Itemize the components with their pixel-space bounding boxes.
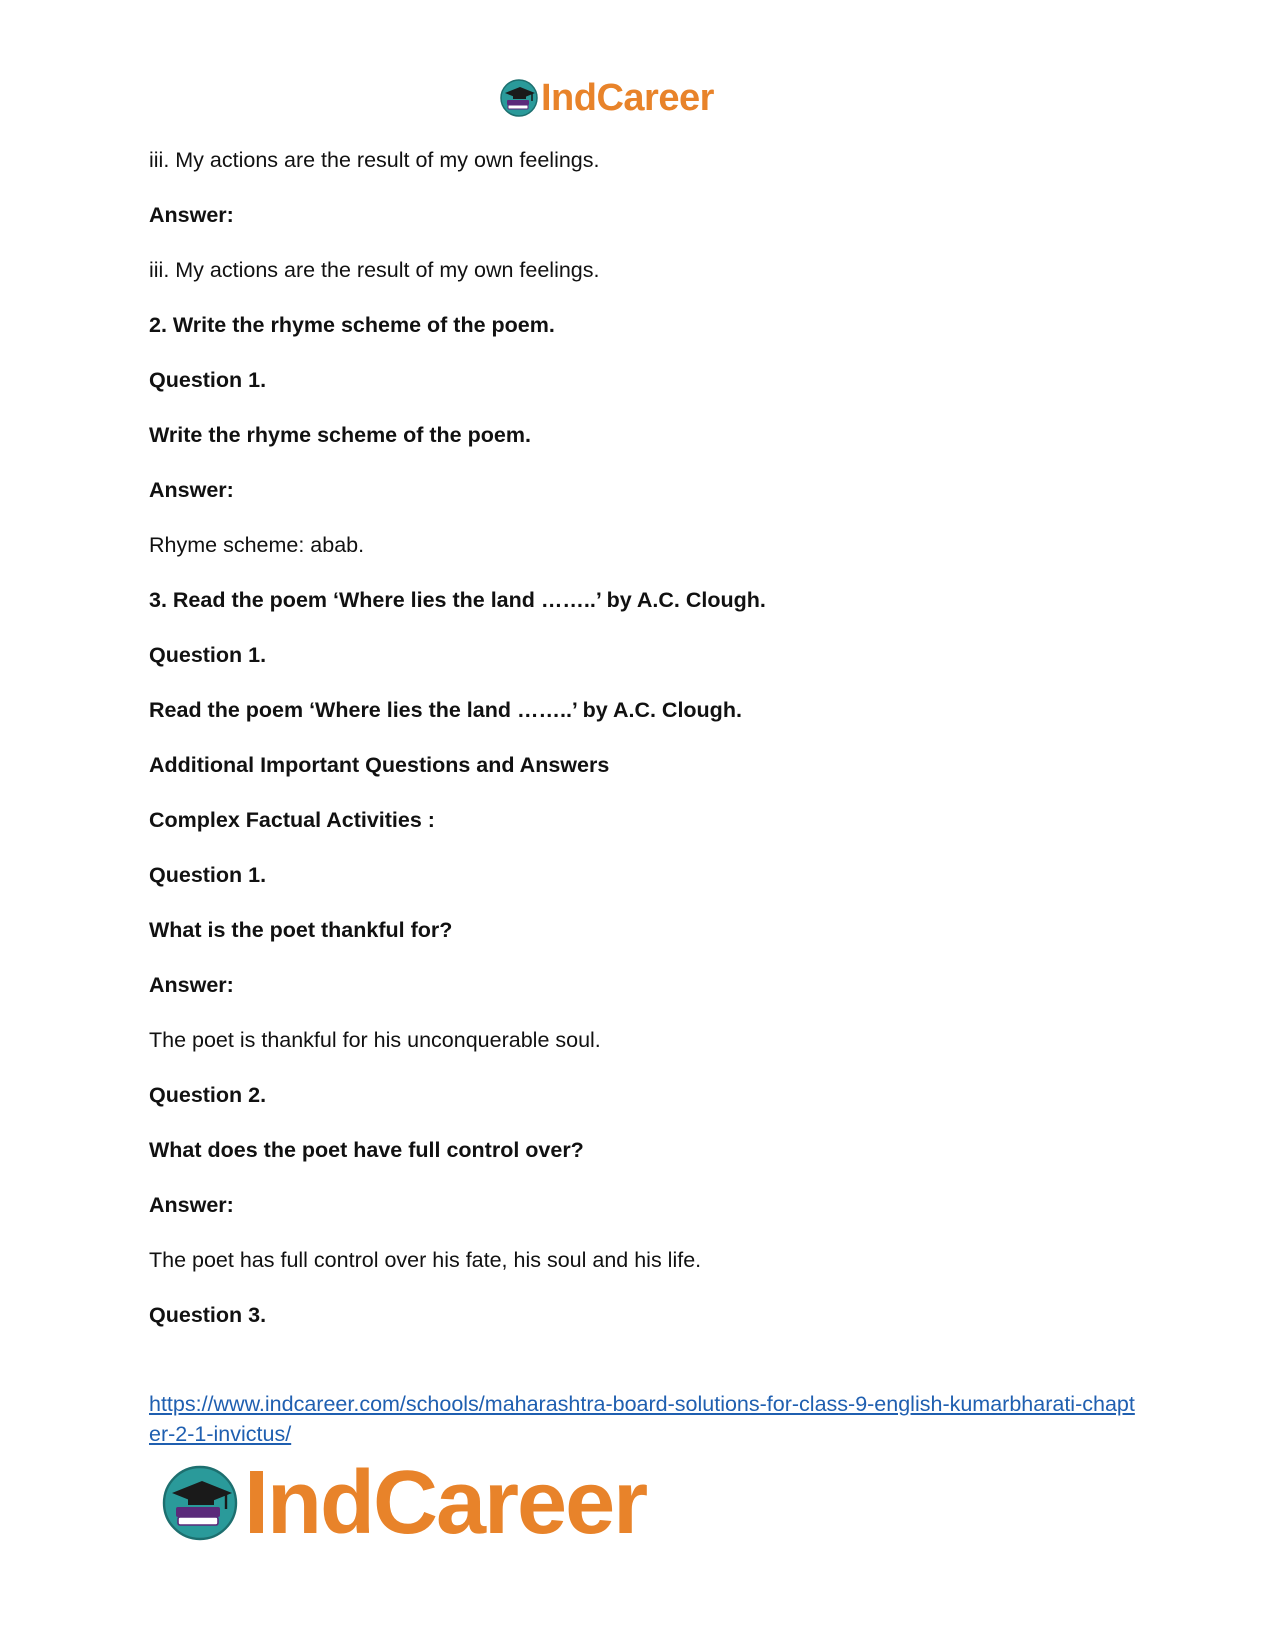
bold-text-line: Answer: [149, 1193, 234, 1217]
bold-text-line: 2. Write the rhyme scheme of the poem. [149, 313, 555, 337]
source-link[interactable]: https://www.indcareer.com/schools/maharashtra-board-solutions-for-class-9-english-kumarbharati-chapter-2-1-invictus/ [149, 1392, 1135, 1446]
bold-text-line: Answer: [149, 203, 234, 227]
text-line: iii. My actions are the result of my own feelings. [149, 258, 600, 282]
bold-text-line: Question 1. [149, 368, 267, 392]
text-line: The poet has full control over his fate, his soul and his life. [149, 1248, 702, 1272]
bold-text-line: Question 1. [149, 863, 267, 887]
bold-text-line: Question 1. [149, 643, 267, 667]
bold-text-line: Question 3. [149, 1303, 267, 1327]
bold-text-line: Write the rhyme scheme of the poem. [149, 423, 531, 447]
header-logo [499, 78, 714, 118]
bold-text-line: Answer: [149, 973, 234, 997]
bold-text-line: Additional Important Questions and Answers [149, 753, 610, 777]
graduation-cap-books-icon [160, 1463, 240, 1543]
graduation-cap-books-icon [499, 78, 539, 118]
text-line: iii. My actions are the result of my own feelings. [149, 148, 600, 172]
bold-text-line: 3. Read the poem ‘Where lies the land ……..’ by A.C. Clough. [149, 588, 766, 612]
footer-logo-text: IndCareer [244, 1453, 647, 1553]
footer-logo [160, 1453, 647, 1553]
document-body [149, 147, 1129, 1357]
bold-text-line: Question 2. [149, 1083, 267, 1107]
text-line: The poet is thankful for his unconquerable soul. [149, 1028, 601, 1052]
text-line: Rhyme scheme: abab. [149, 533, 365, 557]
bold-text-line: What is the poet thankful for? [149, 918, 453, 942]
bold-text-line: Answer: [149, 478, 234, 502]
header-logo-text: IndCareer [541, 77, 714, 119]
bold-text-line: Read the poem ‘Where lies the land ……..’ by A.C. Clough. [149, 698, 742, 722]
bold-text-line: What does the poet have full control over? [149, 1138, 584, 1162]
bold-text-line: Complex Factual Activities : [149, 808, 435, 832]
